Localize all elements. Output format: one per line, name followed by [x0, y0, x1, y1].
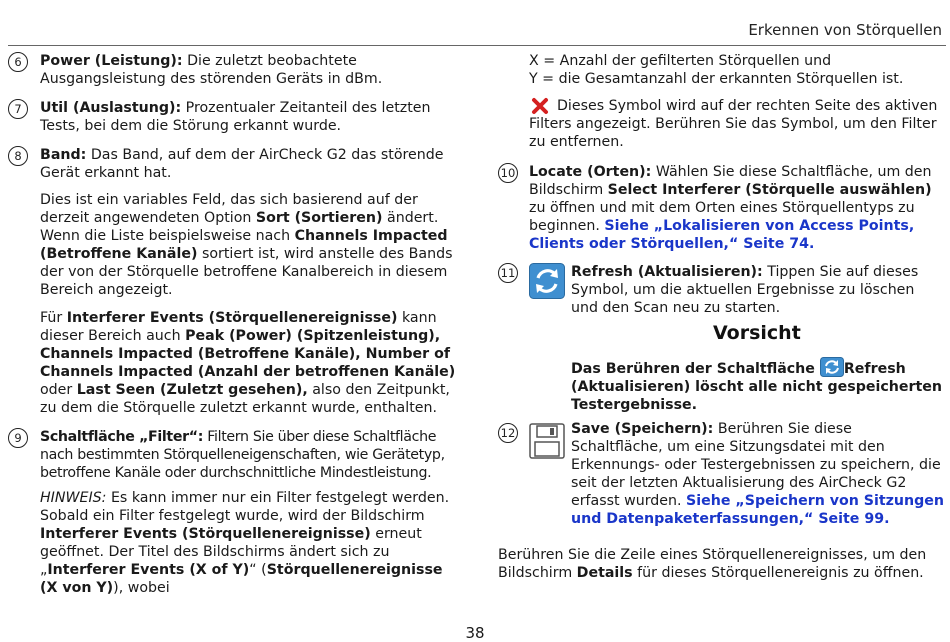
desc-refresh: Tippen Sie auf dieses Symbol, um die aktuellen Ergebnisse zu löschen und den Scan neu zu starten.	[571, 264, 919, 316]
item-number-12: 12	[498, 423, 518, 443]
text: also den Zeitpunkt, zu dem die Störquelle zuletzt erkannt wurde, enthalten.	[40, 382, 450, 416]
text: Refresh (Aktualisieren) löscht alle nicht gespeicherten Testergebnisse.	[571, 361, 942, 413]
remove-filter-icon	[531, 97, 549, 115]
item-filter	[40, 428, 460, 482]
text: kann dieser Bereich auch	[40, 310, 437, 344]
item-number-8: 8	[8, 146, 28, 166]
bold-text: Interferer Events (X of Y)	[47, 562, 250, 578]
item-band	[40, 146, 460, 182]
remove-filter-text: Dieses Symbol wird auf der rechten Seite des aktiven Filters angezeigt. Berühren Sie das Symbol, um den Filter zu entfernen.	[529, 98, 938, 150]
item-number-11: 11	[498, 263, 518, 283]
bold-text: Details	[576, 565, 633, 581]
item-power	[40, 52, 460, 88]
text: ), wobei	[113, 580, 170, 596]
item-number-7: 7	[8, 99, 28, 119]
text: oder	[40, 382, 77, 398]
item-number-6: 6	[8, 52, 28, 72]
item-locate	[529, 163, 944, 253]
text: für dieses Störquellenereignis zu öffnen.	[632, 565, 924, 581]
save-icon	[529, 423, 565, 459]
caution-text	[571, 357, 944, 414]
xy-line-2: Y = die Gesamtanzahl der erkannten Störquellen ist.	[529, 71, 904, 87]
band-paragraph-2	[40, 309, 460, 417]
item-number-10: 10	[498, 163, 518, 183]
term-save: Save (Speichern):	[571, 421, 714, 437]
note-label: HINWEIS:	[40, 490, 107, 506]
text: sortiert ist, wird anstelle des Bands der von der Störquelle betroffene Kanalbereich in diesem Bereich angezeigt.	[40, 246, 453, 298]
term-filter: Schaltfläche „Filter“:	[40, 429, 204, 445]
text: zu öffnen und mit dem Orten eines Störquellentyps zu beginnen.	[529, 200, 915, 234]
xy-line-1: X = Anzahl der gefilterten Störquellen und	[529, 53, 832, 69]
desc-util: Prozentualer Zeitanteil des letzten Tests, bei dem die Störung erkannt wurde.	[40, 100, 431, 134]
bold-text: Channels Impacted (Betroffene Kanäle)	[40, 228, 448, 262]
page-number: 38	[465, 624, 485, 642]
link-locate-page-74[interactable]: Siehe „Lokalisieren von Access Points, Clients oder Störquellen,“ Seite 74.	[529, 218, 915, 252]
band-paragraph-1	[40, 191, 460, 299]
term-band: Band:	[40, 147, 87, 163]
caution-title: Vorsicht	[713, 322, 801, 344]
item-refresh	[571, 263, 944, 317]
bold-text: Select Interferer (Störquelle auswählen)	[607, 182, 932, 198]
xy-definition	[529, 52, 944, 88]
term-refresh: Refresh (Aktualisieren):	[571, 264, 763, 280]
text: Berühren Sie die Zeile eines Störquellenereignisses, um den Bildschirm	[498, 547, 927, 581]
desc-power: Die zuletzt beobachtete Ausgangsleistung des störenden Geräts in dBm.	[40, 53, 383, 87]
item-number-9: 9	[8, 428, 28, 448]
footer-paragraph	[498, 546, 944, 582]
link-save-page-99[interactable]: Siehe „Speichern von Sitzungen und Datenpaketerfassungen,“ Seite 99.	[571, 493, 944, 527]
remove-filter-description	[529, 97, 944, 151]
header-title: Erkennen von Störquellen	[748, 21, 942, 39]
text: Wählen Sie diese Schaltfläche, um den Bildschirm	[529, 164, 932, 198]
bold-text: Interferer Events (Störquellenereignisse)	[66, 310, 398, 326]
text: Es kann immer nur ein Filter festgelegt werden. Sobald ein Filter festgelegt wurde, wird der Bildschirm	[40, 490, 450, 524]
text: erneut geöffnet. Der Titel des Bildschirms ändert sich zu „	[40, 526, 422, 578]
desc-save: Berühren Sie diese Schaltfläche, um eine Sitzungsdatei mit den Erkennungs- oder Testergebnissen zu speichern, die seit der letzten Aktualisierung des AirCheck G2 erfasst wurden.	[571, 421, 941, 509]
text: “ (	[249, 562, 267, 578]
desc-filter: Filtern Sie über diese Schaltfläche nach bestimmten Störquelleneigenschaften, wie Gerätetyp, betroffene Kanäle oder durchschnittliche Mindestleistung.	[40, 429, 445, 481]
term-power: Power (Leistung):	[40, 53, 183, 69]
term-locate: Locate (Orten):	[529, 164, 652, 180]
text: Dies ist ein variables Feld, das sich basierend auf der derzeit angewendeten Option	[40, 192, 418, 226]
bold-text: Interferer Events (Störquellenereignisse)	[40, 526, 371, 542]
desc-band: Das Band, auf dem der AirCheck G2 das störende Gerät erkannt hat.	[40, 147, 444, 181]
item-util	[40, 99, 460, 135]
text: Das Berühren der Schaltfläche	[571, 361, 820, 377]
bold-text: Last Seen (Zuletzt gesehen),	[76, 382, 308, 398]
text: ändert. Wenn die Liste beispielsweise nach	[40, 210, 439, 244]
text: Für	[40, 310, 67, 326]
header-divider	[8, 45, 946, 46]
term-util: Util (Auslastung):	[40, 100, 182, 116]
refresh-icon	[529, 263, 565, 299]
inline-refresh-icon	[820, 357, 844, 377]
filter-note	[40, 489, 460, 597]
bold-text: Sort (Sortieren)	[255, 210, 383, 226]
bold-text: Störquellenereignisse (X von Y)	[40, 562, 443, 596]
item-save	[571, 420, 944, 528]
bold-text: Peak (Power) (Spitzenleistung), Channels Impacted (Betroffene Kanäle), Number of Channels Impacted (Anzahl der betroffenen Kanäle)	[40, 328, 456, 380]
